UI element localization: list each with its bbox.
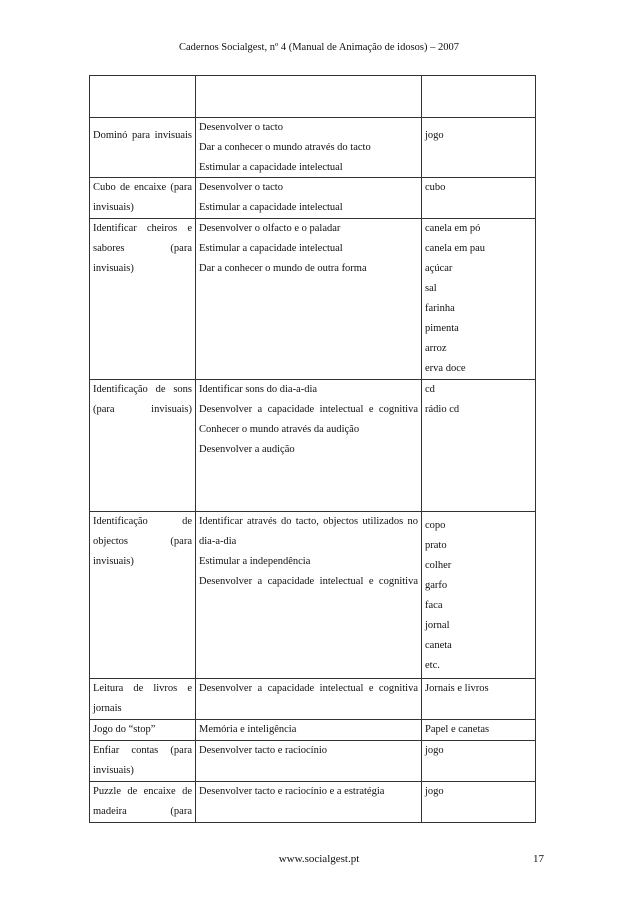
table-row — [90, 782, 536, 823]
materials-cell — [422, 76, 536, 118]
objective-item: Estimular a capacidade intelectual — [199, 202, 343, 213]
objective-item: Estimular a capacidade intelectual — [199, 162, 343, 173]
materials-cell — [422, 118, 536, 178]
activity-cell — [90, 720, 196, 741]
objectives-cell — [196, 219, 422, 380]
material-item: canela em pó — [425, 223, 481, 234]
objectives-cell — [196, 380, 422, 512]
objectives-cell — [196, 76, 422, 118]
materials-cell — [422, 512, 536, 679]
objective-item: Desenvolver o tacto — [199, 182, 283, 193]
activity-name: Identificação de objectos (para invisuais) — [93, 516, 192, 567]
material-item: faca — [425, 600, 443, 611]
objectives-cell — [196, 178, 422, 219]
objective-item: Memória e inteligência — [199, 724, 297, 735]
materials-cell — [422, 720, 536, 741]
table-row — [90, 118, 536, 178]
material-item: jogo — [425, 786, 444, 797]
table-row — [90, 178, 536, 219]
material-item: rádio cd — [425, 404, 460, 415]
activity-cell — [90, 782, 196, 823]
objective-item: Estimular a independência — [199, 556, 311, 567]
material-item: caneta — [425, 640, 452, 651]
table-row — [90, 76, 536, 118]
material-item: jogo — [425, 130, 444, 141]
material-item: erva doce — [425, 363, 466, 374]
objectives-cell — [196, 118, 422, 178]
objectives-cell — [196, 679, 422, 720]
material-item: arroz — [425, 343, 447, 354]
material-item: jogo — [425, 745, 444, 756]
activity-name: Identificar cheiros e sabores (para invisuais) — [93, 223, 192, 274]
materials-cell — [422, 178, 536, 219]
objectives-cell — [196, 782, 422, 823]
material-item: farinha — [425, 303, 455, 314]
materials-cell — [422, 679, 536, 720]
material-item: açúcar — [425, 263, 453, 274]
activity-name: Puzzle de encaixe de madeira (para — [93, 786, 192, 817]
material-item: cd — [425, 384, 435, 395]
objective-item: Desenvolver tacto e raciocínio — [199, 745, 327, 756]
material-item: sal — [425, 283, 437, 294]
objective-item: Identificar através do tacto, objectos utilizados no dia-a-dia — [199, 516, 418, 547]
table-row — [90, 512, 536, 679]
activity-cell — [90, 76, 196, 118]
material-item: etc. — [425, 660, 440, 671]
materials-cell — [422, 741, 536, 782]
activity-cell — [90, 118, 196, 178]
material-item: cubo — [425, 182, 446, 193]
activity-cell — [90, 679, 196, 720]
activity-cell — [90, 512, 196, 679]
page-number: 17 — [533, 853, 544, 865]
table-row — [90, 380, 536, 512]
activity-name: Dominó para invisuais — [93, 130, 192, 141]
materials-cell — [422, 380, 536, 512]
activity-cell — [90, 219, 196, 380]
objective-item: Desenvolver a capacidade intelectual e cognitiva — [199, 683, 418, 694]
objectives-cell — [196, 741, 422, 782]
material-item: canela em pau — [425, 243, 486, 254]
activity-cell — [90, 741, 196, 782]
objective-item: Conhecer o mundo através da audição — [199, 424, 360, 435]
table-row — [90, 219, 536, 380]
activity-cell — [90, 178, 196, 219]
page-header: Cadernos Socialgest, nº 4 (Manual de Animação de idosos) – 2007 — [179, 42, 459, 53]
objective-item: Desenvolver a audição — [199, 444, 295, 455]
objectives-cell — [196, 720, 422, 741]
activity-cell — [90, 380, 196, 512]
material-item: jornal — [425, 620, 450, 631]
table-row — [90, 679, 536, 720]
table-row — [90, 720, 536, 741]
activity-name: Jogo do “stop” — [93, 724, 156, 735]
objective-item: Desenvolver a capacidade intelectual e cognitiva — [199, 576, 418, 587]
materials-cell — [422, 219, 536, 380]
material-item: Papel e canetas — [425, 724, 490, 735]
material-item: garfo — [425, 580, 448, 591]
table-row — [90, 741, 536, 782]
objective-item: Identificar sons do dia-a-dia — [199, 384, 318, 395]
objectives-cell — [196, 512, 422, 679]
objective-item: Desenvolver tacto e raciocínio e a estratégia — [199, 786, 385, 797]
objective-item: Desenvolver o olfacto e o paladar — [199, 223, 341, 234]
activity-name: Enfiar contas (para invisuais) — [93, 745, 192, 776]
objective-item: Dar a conhecer o mundo de outra forma — [199, 263, 367, 274]
objective-item: Dar a conhecer o mundo através do tacto — [199, 142, 371, 153]
material-item: prato — [425, 540, 447, 551]
activity-name: Cubo de encaixe (para invisuais) — [93, 182, 192, 213]
activity-name: Identificação de sons (para invisuais) — [93, 384, 192, 415]
footer-url: www.socialgest.pt — [278, 853, 360, 865]
materials-cell — [422, 782, 536, 823]
objective-item: Estimular a capacidade intelectual — [199, 243, 343, 254]
objective-item: Desenvolver o tacto — [199, 122, 283, 133]
material-item: Jornais e livros — [425, 683, 489, 694]
objective-item: Desenvolver a capacidade intelectual e cognitiva — [199, 404, 418, 415]
material-item: colher — [425, 560, 452, 571]
material-item: pimenta — [425, 323, 459, 334]
activities-table — [89, 75, 536, 823]
activity-name: Leitura de livros e jornais — [93, 683, 192, 714]
material-item: copo — [425, 520, 446, 531]
